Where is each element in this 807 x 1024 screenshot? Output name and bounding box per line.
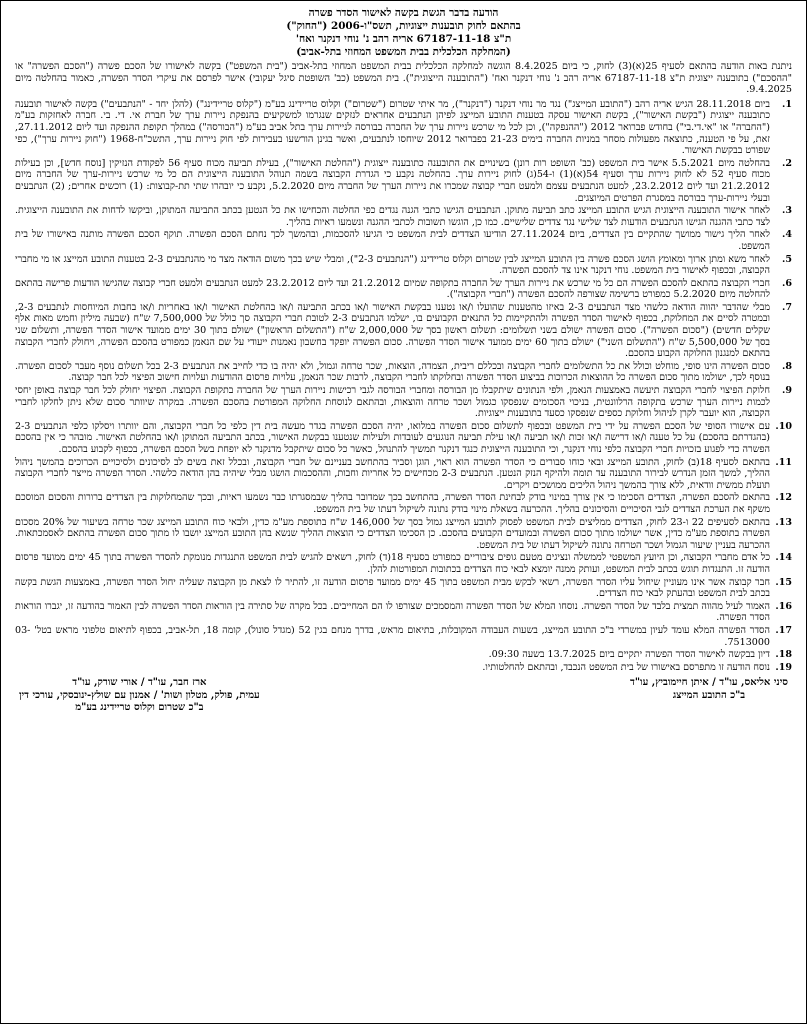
item-text: בהחלטה מיום 5.5.2021 אישר בית המשפט (כב' השופט רות רונן) בשינויים את התובענה כתובענה ייצוגית ("החלטת האישור"), בעילת תביעה מכוח סעיף 56 לפקודת הנזיקין [נוסח חדש], וכן בעילות מכוח סעיף 52 לא לחוק ניירות ערך וסעיף 54(א)(1) ו-54(ג) לחוק ניירות ערך. בהחלטה נקבע כי הגדרת הקבוצה בשמה תנוהל התובענה הייצוגית הם כל מי שרכש ניירות-ערך של החברה מיום 21.2.2012 ועד ליום 23.2.2012, למעט הנתבעים עצמם ולמעט חברי קבוצה שמכרו את ניירות הערך של החברה מיום 5.2.2020, נקבע כי יובהרו שתי תת-קבוצות: (1) רוכשים אחרים; (2) הנתבעים ובעלי ניירות-ערך בבורסה במסגרת הפרטים המיוצגים. bbox=[15, 157, 770, 204]
item-text: נוסח הודעה זו מתפרסם באישורו של בית המשפט הנכבד, ובהתאם להחלטותיו. bbox=[482, 661, 770, 673]
notice-item bbox=[15, 457, 792, 492]
item-text: חלוקת הפיצוי לחברי הקבוצה תיעשה באמצעות הנאמן, ולפי הנתונים שיתקבלו מן הבורסה ומחברי הבורסה לגבי רכישות ניירות הערך של החברה בתקופת הקבוצה. הפיצוי יחולק לכל חבר קבוצה באופן יחסי לכמות ניירות הערך שרכש בתקופה הרלוונטית, בניכוי הסכומים שנפסקו כגמול ושכר טרחה והוצאות, ובהתאם לנוסחת החלוקה המפורטת בהסכם הפשרה. במקרה שיוותר סכום שלא ניתן לחלקו לחברי הקבוצה, הוא יועבר לקרן לניהול וחלוקת כספים שנפסקו כסעד בתובענות ייצוגיות. bbox=[15, 385, 770, 420]
notice-item bbox=[15, 158, 792, 204]
notice-header bbox=[15, 7, 792, 59]
item-text: לאחר הליך גישור ממושך שהתקיים בין הצדדים, ביום 27.11.2024 הודיעו הצדדים לבית המשפט כי הגיעו להסכמות, ובהמשך לכך נחתם הסכם הפשרה. תוקף הסכם הפשרה מותנה באישורו של בית המשפט. bbox=[15, 229, 770, 252]
item-number: 7. bbox=[782, 301, 792, 313]
signature-role: ב"כ שטרום וקלוס טריידינג בע"מ bbox=[75, 702, 204, 714]
notice-title: הודעה בדבר הגשת בקשה לאישור הסדר פשרה bbox=[308, 7, 499, 19]
notice-item bbox=[15, 662, 792, 674]
item-text: מבלי שהדבר יהווה הודאה כלשהי מצד הנתבעים 2-3 באיזו מהטענות שהועלו ו/או נטענו בבקשת האישור ו/או בכתב התביעה ו/או בהחלטת האישור ו/או באחריות ו/או בחבות המיוחסות לנתבעים 2-3, ובמטרה לסיים את המחלוקת, בכפוף לאישור הסדר הפשרה ולהתקיימות כל התנאים הקבועים בו, ישלמו הנתבעים 2-3 לטובת חברי הקבוצה סך כולל של 7,500,000 ש"ח (שבעה מיליון וחמש מאות אלף שקלים חדשים) ("סכום הפשרה"). סכום הפשרה ישולם בשני תשלומים: תשלום ראשון בסך של 2,000,000 ש"ח ("התשלום הראשון") ישולם בתוך 30 ימים ממועד אישור הסדר הפשרה, ותשלום שני בסך של 5,500,000 ש"ח ("התשלום השני") ישולם בתוך 60 ימים ממועד אישור הסדר הפשרה. סכום הפשרה יופקד בחשבון נאמנות ייעודי על שם הנאמן כמפורט בהסכם הפשרה, ויחולק לחברי הקבוצה בהתאם למנגנון החלוקה הקבוע בהסכם. bbox=[15, 301, 770, 360]
notice-item bbox=[15, 601, 792, 624]
item-number: 3. bbox=[782, 205, 792, 217]
item-number: 17. bbox=[775, 624, 792, 636]
item-number: 12. bbox=[775, 492, 792, 504]
signature-names: סיני אליאס, עו"ד / איתן חיימוביץ, עו"ד bbox=[630, 677, 788, 689]
item-text: לאחר אישור התובענה הייצוגית הגיש התובע המייצג כתב תביעה מתוקן. הנתבעים הגישו כתבי הגנה נגדים כפי החלטה והכחישו את כל הנטען בכתב התביעה המתוקן, וביקשו לדחות את התובענה הייצוגית. לצד כתבי ההגנה הגישו הנתבעים הודעות לצד שלישי נגד צדדים שלישיים. כמו כן, הוגשו תשובות לכתבי ההגנה ונשמעו ראיות בהליך. bbox=[15, 205, 770, 228]
item-text: סכום הפשרה הינו סופי, מוחלט וכולל את כל התשלומים לחברי הקבוצה ובכללם ריבית, הצמדה, הוצאות, שכר טרחה וגמול, ולא יהיה בו כדי לחייב את הנתבעים 2-3 בכל תשלום נוסף מעבר לסכום הפשרה. בנוסף לכך, ישולמו מתוך סכום הפשרה כל ההוצאות הכרוכות בביצוע הסדר הפשרה ובחלוקתו לחברי הקבוצה, לרבות שכר הנאמן, עלויות פרסום ההודעות ועלויות חישוב הפיצוי לכל חבר קבוצה. bbox=[15, 360, 770, 384]
item-text: דיון בבקשה לאישור הסדר הפשרה יתקיים ביום 13.7.2025 בשעה 09:30. bbox=[488, 649, 770, 661]
item-text: ביום 28.11.2018 הגיש אריה רהב ("התובע המייצג") נגד מר נוחי דנקנר ("דנקנר"), מר איתי שטרום ("שטרום") וקלוס טריידינג בע"מ ("קלוס טריידינג") (להלן יחד - "הנתבעים") בקשה לאישור תובענה כתובענה ייצוגית ("בקשת האישור"), בקשת האישור עסקה בטענות התובע המייצג לפיהן הנתבעים אחראים לנזקים שנגרמו למשקיעים בהנפקת ניירות ערך של חברת אי. די. בי. חברה לאחזקות בע"מ ("החברה" או "אי.די.בי") בחודש פברואר 2012 ("ההנפקה"), וכן לכל מי שרכש ניירות ערך של החברה בבורסה לניירות ערך בתל אביב בע"מ ("הבורסה") במהלך תקופת ההנפקה ועד ליום 27.11.2012, זאת, על פי הטענה, כתוצאה מפעולות מסחר במניות החברה בימים 21-23 בפברואר 2012 שיוחסו לנתבעים, ואשר בגינן הורשעו בעבירות לפי חוק ניירות ערך, התשכ"ח-1968 ("חוק ניירות ערך"), כפי שפורט בבקשת האישור. bbox=[15, 98, 771, 157]
notice-item bbox=[15, 302, 792, 360]
item-text: כל אדם מחברי הקבוצה, וכן היועץ המשפטי לממשלה ונציגים מטעם גופים ציבוריים כמפורט בסעיף 18(ד) לחוק, רשאים להגיש לבית המשפט התנגדות מנומקת להסדר הפשרה בתוך 45 ימים ממועד פרסום הודעה זו. התנגדות תוגש בכתב לבית המשפט, ועותק ממנה יומצא לבאי כוח הצדדים בכתובות המפורטות להלן. bbox=[15, 552, 770, 575]
notice-court: (המחלקה הכלכלית בבית המשפט המחוזי בתל-אביב) bbox=[296, 46, 511, 58]
item-text: בהתאם להסכם הפשרה, הצדדים הסכימו כי אין צורך במינוי בודק לבחינת הסדר הפשרה, בהתחשב בכך שמדובר בהליך שבמסגרתו כבר נשמעו ראיות, ובכך שהמחלוקות בין הצדדים ברורות והסכום המוסכם משקף את הערכת הצדדים לגבי הסיכויים והסיכונים בהליך. ההכרעה בשאלת מינוי בודק נתונה לשיקול דעתו של בית המשפט. bbox=[15, 492, 770, 515]
notice-law: בהתאם לחוק תובענות ייצוגיות, תשס"ו-2006 ("החוק") bbox=[286, 20, 521, 32]
notice-item bbox=[15, 278, 792, 301]
notice-item bbox=[15, 421, 792, 456]
item-number: 15. bbox=[775, 576, 792, 588]
notice-item bbox=[15, 552, 792, 575]
item-number: 19. bbox=[775, 661, 792, 673]
item-text: עם אישורו הסופי של הסכם הפשרה על ידי בית המשפט ובכפוף לתשלום סכום הפשרה במלואו, יהיה הסכם הפשרה בגדר מעשה בית דין כלפי כל חברי הקבוצה, והם יוותרו ויסלקו כלפי הנתבעים 2-3 (בהגדרתם בהסכם) על כל טענה ו/או דרישה ו/או זכות ו/או תביעה ו/או עילת תביעה הנוגעים לעובדות ולעילות שנטענו בבקשת האישור, בכתב התביעה המתוקן ו/או בהחלטת האישור. מובהר כי אין בהסכם הפשרה כדי לפגוע בזכויות חברי הקבוצה כלפי נוחי דנקנר, וכי התובענה הייצוגית כנגד דנקנר תמשיך להתנהל, כאשר כל סכום שיתקבל מדנקנר לא יופחת בשל הסכם הפשרה, בכפוף לקבוע בהסכם. bbox=[15, 420, 770, 455]
item-number: 16. bbox=[775, 600, 792, 612]
item-number: 6. bbox=[782, 277, 792, 289]
item-number: 8. bbox=[782, 360, 792, 372]
notice-item bbox=[15, 517, 792, 552]
item-text: לאחר משא ומתן ארוך ומאומץ הושג הסכם פשרה בין התובע המייצג לבין שטרום וקלוס טריידינג ("הנתבעים 2-3"), ומבלי שיש בכך משום הודאה מצד מי מהנתבעים 2-3 בטענות התובע המייצג או מי מחברי הקבוצה, ובכפוף לאישור בית המשפט. נוחי דנקנר אינו צד להסכם הפשרה. bbox=[15, 253, 771, 277]
item-number: 2. bbox=[782, 157, 792, 169]
notice-item bbox=[15, 625, 792, 648]
notice-case: ת"צ 67187-11-18 אריה רהב נ' נוחי דנקנר ואח' bbox=[295, 33, 512, 45]
item-number: 13. bbox=[775, 516, 792, 528]
item-text: חברי הקבוצה בהתאם להסכם הפשרה הם כל מי שרכש את ניירות הערך של החברה בתקופה שמיום 21.2.2012 ועד ליום 23.2.2012 למעט הנתבעים ולמעט חברי קבוצה שהגישו הודעות פרישה בהתאם להחלטה מיום 5.2.2020 כמפורט ברשימה שצורפה להסכם הפשרה ("חברי הקבוצה"). bbox=[15, 277, 770, 301]
notice-item bbox=[15, 254, 792, 277]
item-text: הסדר הפשרה המלא עומד לעיון במשרדי ב"כ התובע המייצג, בשעות העבודה המקובלות, בתיאום מראש, בדרך מנחם בגין 52 (מגדל סונול), קומה 18, תל-אביב, בכפוף לתיאום טלפוני מראש בטל' 03-7513000. bbox=[15, 624, 770, 648]
notice-item bbox=[15, 385, 792, 420]
item-number: 1. bbox=[782, 98, 792, 110]
item-text: בהתאם לסעיף 18(ב) לחוק, התובע המייצג ובאי כוחו סבורים כי הסדר הפשרה הוא ראוי, הוגן וסביר בהתחשב בעניינם של חברי הקבוצה, ובכלל זאת בשים לב לסיכונים ולסיכויים הכרוכים בהמשך ניהול ההליך, למשך הזמן הנדרש לבירור התובענה עד תומה ולהיקף הנזק הנטען. הנתבעים 2-3 מכחישים כל אחריות וחבות, וההסכמות הושגו מבלי שיהיה בהן הודאה כלשהי. הסדר הפשרה מייצר לחברי הקבוצה תועלת ממשית וודאית, ללא צורך בהמשך ניהול הליכים ממושכים ויקרים. bbox=[15, 456, 770, 491]
item-text: חבר קבוצה אשר אינו מעוניין שיחול עליו הסדר הפשרה, רשאי לבקש מבית המשפט בתוך 45 ימים ממועד פרסום הודעה זו, להתיר לו לצאת מן הקבוצה שעליה יחול הסדר הפשרה, באמצעות הגשת בקשה בכתב לבית המשפט ובהעתק לבאי כוח הצדדים. bbox=[15, 576, 770, 600]
notice-items bbox=[15, 99, 792, 674]
item-number: 4. bbox=[782, 229, 792, 241]
item-number: 5. bbox=[782, 253, 792, 265]
item-number: 14. bbox=[775, 552, 792, 564]
notice-item bbox=[15, 361, 792, 384]
signature-firm: עמית, פולק, מטלון ושות' / אמנון עם שולץ-ינובסקי, עורכי דין bbox=[19, 689, 260, 701]
notice-item bbox=[15, 205, 792, 228]
notice-intro: ניתנת באות הודעה בהתאם לסעיף 25(א)(3) לחוק, כי ביום 8.4.2025 הוגשה למחלקה הכלכלית בבית המשפט המחוזי בתל-אביב ("בית המשפט") בקשה לאישורו של הסכם פשרה ("הסכם הפשרה" או "ההסכם") בתובענה ייצוגית ת"צ 67187-11-18 אריה רהב נ' נוחי דנקנר ואח' ("התובענה הייצוגית"). בית המשפט (כב' השופטת סיגל יעקובי) אישר לפרסם את עיקרי הסדר הפשרה, כאמור בהחלטה מיום 9.4.2025. bbox=[15, 61, 792, 96]
item-text: בהתאם לסעיפים 22 ו-23 לחוק, הצדדים ממליצים לבית המשפט לפסוק לתובע המייצג גמול בסך של 146,000 ש"ח בתוספת מע"מ כדין, ולבאי כוח התובע המייצג שכר טרחה בשיעור של 20% מסכום הפשרה בתוספת מע"מ כדין, אשר ישולמו מתוך סכום הפשרה ובמועדים הקבועים בהסכם. כן הסכימו הצדדים כי הוצאות ההליך שנשא בהן התובע המייצג יושבו לו מתוך סכום הפשרה בהתאם לאסמכתאות. ההכרעה בעניין שיעור הגמול ושכר הטרחה נתונה לשיקול דעתו של בית המשפט. bbox=[15, 516, 770, 551]
signature-role: ב"כ התובע המייצג bbox=[672, 689, 746, 701]
signatures-block bbox=[15, 677, 792, 714]
signature-defendants bbox=[19, 677, 260, 714]
notice-item bbox=[15, 99, 792, 157]
item-number: 11. bbox=[775, 456, 792, 468]
item-number: 10. bbox=[775, 420, 792, 432]
item-text: האמור לעיל מהווה תמצית בלבד של הסדר הפשרה. נוסחו המלא של הסדר הפשרה והמסמכים שצורפו לו הם המחייבים. בכל מקרה של סתירה בין הוראות הסדר הפשרה לבין האמור בהודעה זו, יגברו הוראות הסדר הפשרה. bbox=[15, 600, 770, 624]
notice-item bbox=[15, 649, 792, 661]
signature-plaintiff bbox=[630, 677, 788, 714]
item-number: 18. bbox=[775, 649, 792, 661]
item-number: 9. bbox=[782, 385, 792, 397]
signature-names: ארז חבר, עו"ד / אורי שורק, עו"ד bbox=[72, 677, 207, 689]
notice-item bbox=[15, 492, 792, 515]
notice-item bbox=[15, 577, 792, 600]
notice-item bbox=[15, 229, 792, 252]
